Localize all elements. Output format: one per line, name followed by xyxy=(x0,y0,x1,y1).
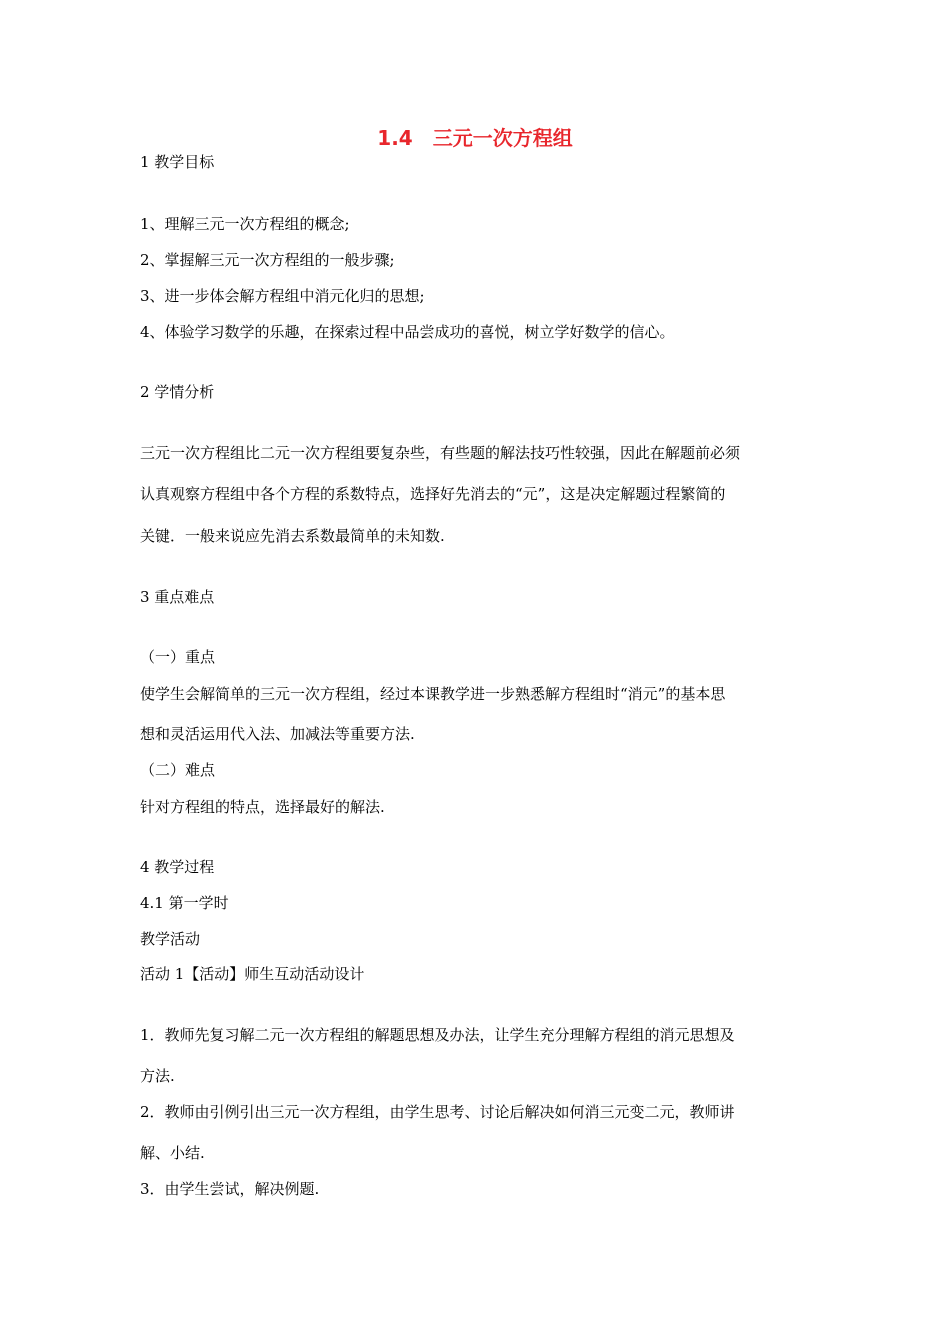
subheading-key-point: （一）重点 xyxy=(140,648,216,666)
section-heading-process: 4 教学过程 xyxy=(140,858,215,876)
difficulty-line: 针对方程组的特点，选择最好的解法. xyxy=(140,798,385,816)
subheading-first-period: 4.1 第一学时 xyxy=(140,894,229,912)
section-heading-goals: 1 教学目标 xyxy=(140,153,215,171)
goal-item: 1、理解三元一次方程组的概念; xyxy=(140,215,350,233)
activity-title: 活动 1【活动】师生互动活动设计 xyxy=(140,965,365,983)
key-point-line: 使学生会解简单的三元一次方程组，经过本课教学进一步熟悉解方程组时“消元”的基本思 xyxy=(140,685,726,703)
analysis-line: 关键．一般来说应先消去系数最简单的未知数. xyxy=(140,527,445,545)
activity-step-line: 2．教师由引例引出三元一次方程组，由学生思考、讨论后解决如何消三元变二元，教师讲 xyxy=(140,1103,735,1121)
goal-item: 4、体验学习数学的乐趣，在探索过程中品尝成功的喜悦，树立学好数学的信心。 xyxy=(140,323,675,341)
activity-step-line: 3．由学生尝试，解决例题. xyxy=(140,1180,320,1198)
section-heading-key: 3 重点难点 xyxy=(140,588,215,606)
subheading-difficulty: （二）难点 xyxy=(140,761,216,779)
page-title: 1.4 三元一次方程组 xyxy=(377,126,573,150)
goal-item: 2、掌握解三元一次方程组的一般步骤; xyxy=(140,251,395,269)
section-heading-analysis: 2 学情分析 xyxy=(140,383,215,401)
activity-step-line: 解、小结. xyxy=(140,1144,205,1162)
analysis-line: 三元一次方程组比二元一次方程组要复杂些，有些题的解法技巧性较强，因此在解题前必须 xyxy=(140,444,741,462)
goal-item: 3、进一步体会解方程组中消元化归的思想; xyxy=(140,287,425,305)
activity-step-line: 1．教师先复习解二元一次方程组的解题思想及办法，让学生充分理解方程组的消元思想及 xyxy=(140,1026,735,1044)
activity-step-line: 方法. xyxy=(140,1067,175,1085)
analysis-line: 认真观察方程组中各个方程的系数特点，选择好先消去的“元”，这是决定解题过程繁简的 xyxy=(140,485,726,503)
activity-heading: 教学活动 xyxy=(140,930,201,948)
key-point-line: 想和灵活运用代入法、加减法等重要方法. xyxy=(140,725,415,743)
